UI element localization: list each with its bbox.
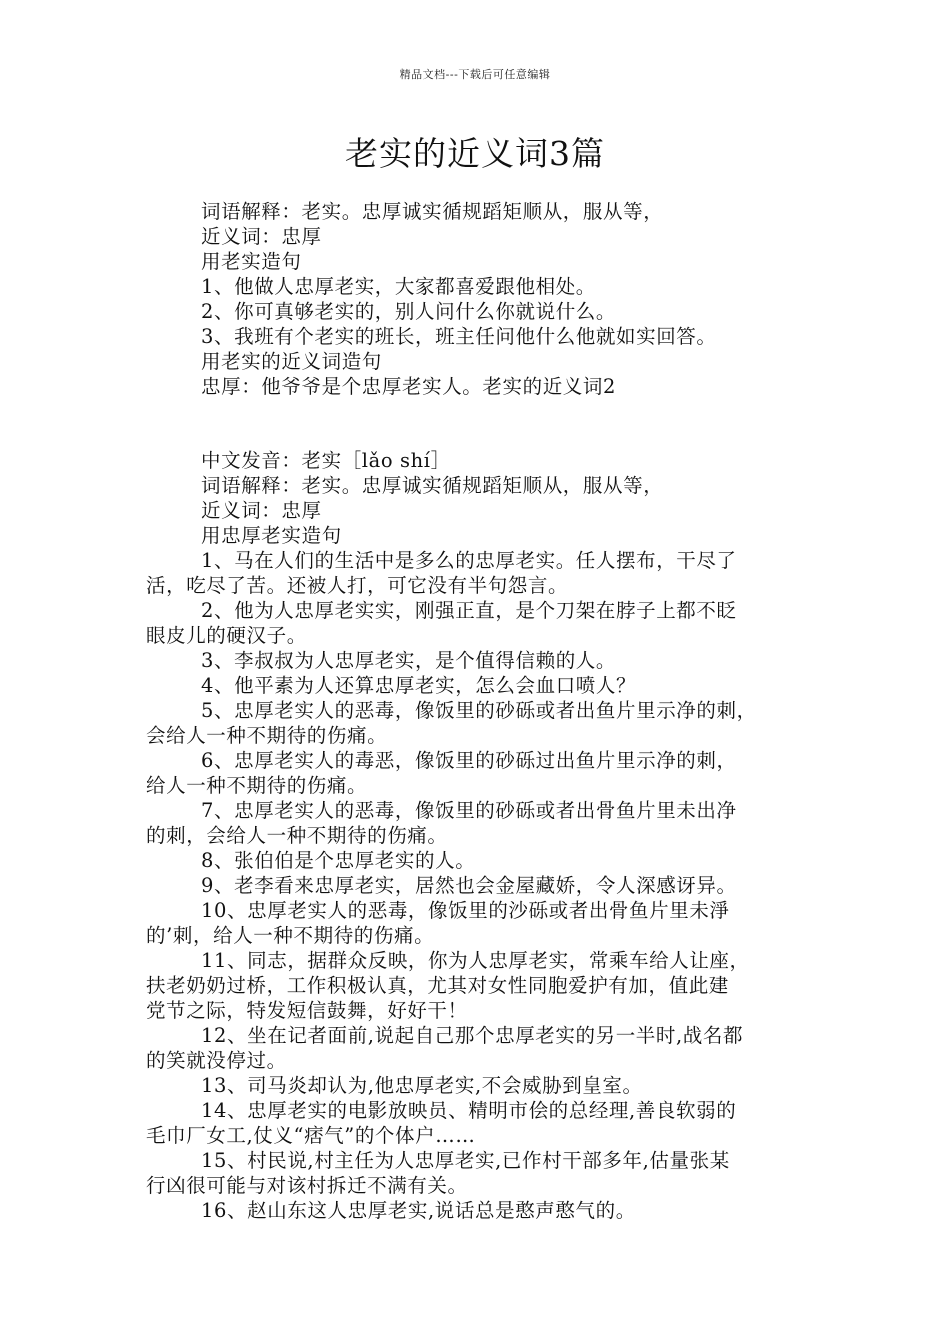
paragraph-line: 用老实的近义词造句 [201,350,382,373]
paragraph-line: 扶老奶奶过桥，工作积极认真，尤其对女性同胞爱护有加，值此建 [146,974,729,997]
paragraph-line: 7、忠厚老实人的恶毒，像饭里的砂砾或者出骨鱼片里未出净 [201,799,737,822]
paragraph-line: 11、同志，据群众反映，你为人忠厚老实，常乘车给人让座， [201,949,750,972]
paragraph-line: 16、赵山东这人忠厚老实,说话总是憨声憨气的。 [201,1199,636,1222]
paragraph-line: 1、马在人们的生活中是多么的忠厚老实。任人摆布，干尽了 [201,549,737,572]
paragraph-line: 3、李叔叔为人忠厚老实，是个值得信赖的人。 [201,649,617,672]
paragraph-line: 10、忠厚老实人的恶毒，像饭里的沙砾或者出骨鱼片里未淨 [201,899,730,922]
paragraph-line: 3、我班有个老实的班长，班主任问他什么他就如实回答。 [201,325,717,348]
paragraph-line: 词语解释：老实。忠厚诚实循规蹈矩顺从，服从等， [201,200,664,223]
paragraph-line: 近义词：忠厚 [201,499,322,522]
paragraph-line: 的刺，会给人一种不期待的伤痛。 [146,824,448,847]
paragraph-line: 的笑就没停过。 [146,1049,287,1072]
paragraph-line: 会给人一种不期待的伤痛。 [146,724,388,747]
paragraph-line: 15、村民说,村主任为人忠厚老实,已作村干部多年,估量张某 [201,1149,730,1172]
paragraph-line: 12、坐在记者面前,说起自己那个忠厚老实的另一半时,战名都 [201,1024,744,1047]
paragraph-line: 1、他做人忠厚老实，大家都喜爱跟他相处。 [201,275,596,298]
paragraph-line: 4、他平素为人还算忠厚老实，怎么会血口喷人？ [201,674,637,697]
paragraph-line: 中文发音：老实［lǎo shí］ [201,449,451,472]
paragraph-line: 5、忠厚老实人的恶毒，像饭里的砂砾或者出鱼片里示净的刺， [201,699,757,722]
paragraph-line: 忠厚：他爷爷是个忠厚老实人。老实的近义词2 [201,375,617,398]
paragraph-line: 8、张伯伯是个忠厚老实的人。 [201,849,476,872]
paragraph-line: 党节之际，特发短信鼓舞，好好干！ [146,999,468,1022]
paragraph-line: 9、老李看来忠厚老实，居然也会金屋藏娇，令人深感讶异。 [201,874,737,897]
paragraph-line: 用忠厚老实造句 [201,524,342,547]
paragraph-line: 的’刺，给人一种不期待的伤痛。 [146,924,435,947]
paragraph-line: 14、忠厚老实的电影放映员、精明市侩的总经理,善良软弱的 [201,1099,737,1122]
paragraph-line: 毛巾厂女工,仗义“痞气”的个体户…… [146,1124,476,1147]
paragraph-line: 6、忠厚老实人的毒恶，像饭里的砂砾过出鱼片里示净的刺， [201,749,737,772]
paragraph-line: 13、司马炎却认为,他忠厚老实,不会威胁到皇室。 [201,1074,643,1097]
paragraph-line: 给人一种不期待的伤痛。 [146,774,368,797]
paragraph-line: 2、你可真够老实的，别人问什么你就说什么。 [201,300,617,323]
paragraph-line: 行凶很可能与对该村拆迁不满有关。 [146,1174,468,1197]
document-title: 老实的近义词3篇 [345,134,605,173]
paragraph-line: 用老实造句 [201,250,302,273]
paragraph-line: 词语解释：老实。忠厚诚实循规蹈矩顺从，服从等， [201,474,664,497]
paragraph-line: 眼皮儿的硬汉子。 [146,624,307,647]
paragraph-line: 活，吃尽了苦。还被人打，可它没有半句怨言。 [146,574,569,597]
paragraph-line: 近义词：忠厚 [201,225,322,248]
paragraph-line: 2、他为人忠厚老实实，刚强正直，是个刀架在脖子上都不眨 [201,599,737,622]
page-header: 精品文档---下载后可任意编辑 [399,68,551,81]
